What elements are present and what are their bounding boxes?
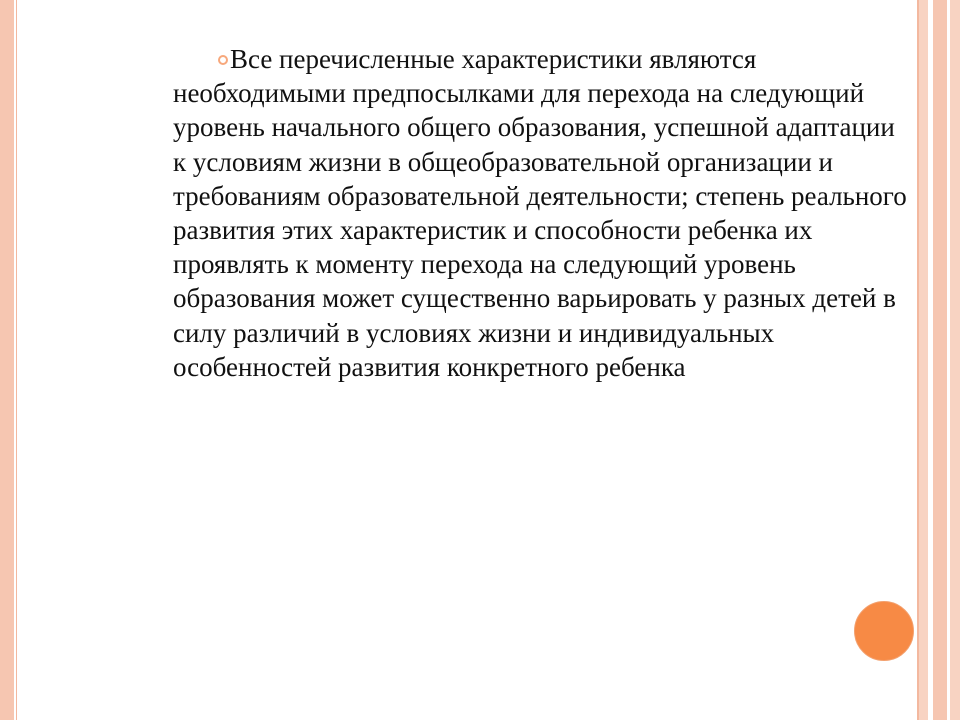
right-border-stripe-1 [919, 0, 928, 720]
orange-circle-icon [854, 601, 914, 661]
slide-body-text [173, 42, 913, 384]
circle-bullet-icon [218, 55, 228, 65]
left-border-line [16, 0, 17, 720]
right-border-stripe-2 [933, 0, 947, 720]
left-border-stripe [0, 0, 14, 720]
paragraph-text: Все перечисленные характеристики являются необходимыми предпосылками для перехода на следующий уровень начального общего образования, успешной адаптации к условиям жизни в общеобразовательной организации и требованиям образовательной деятельности; степень реального развития этих характеристик и способности ребенка их проявлять к моменту перехода на следующий уровень образования может существенно варьировать у разных детей в силу различий в условиях жизни и индивидуальных особенностей развития конкретного ребенка [173, 44, 907, 382]
right-border-stripe-3 [950, 0, 960, 720]
